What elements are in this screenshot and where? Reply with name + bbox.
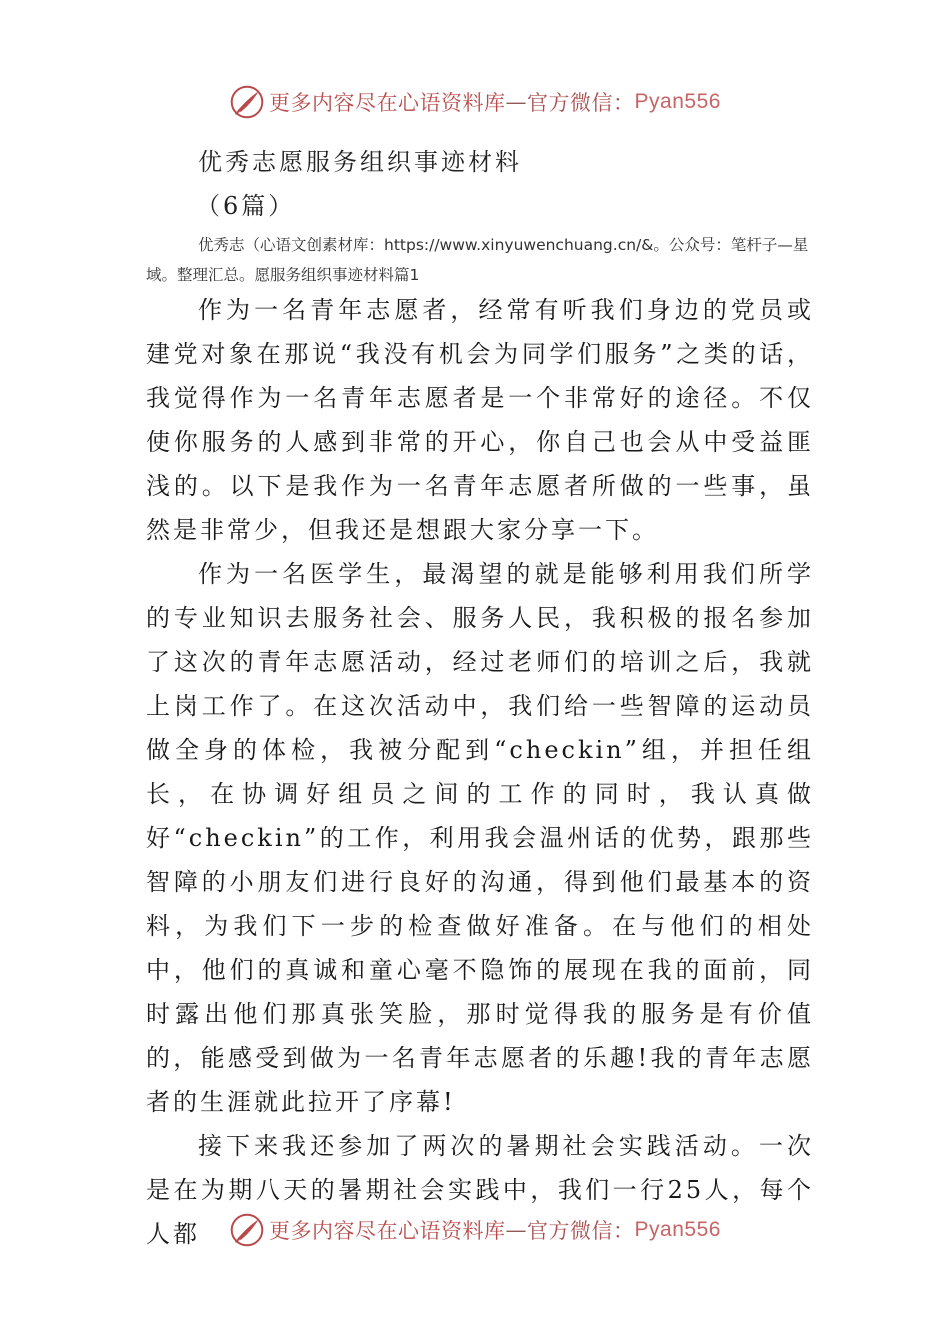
footer-banner bbox=[0, 1208, 950, 1252]
document-body bbox=[146, 288, 814, 1256]
banner-main-text: 更多内容尽在心语资料库 bbox=[269, 1219, 506, 1243]
paragraph: 作为一名医学生，最渴望的就是能够利用我们所学的专业知识去服务社会、服务人民，我积极的报名参加了这次的青年志愿活动，经过老师们的培训之后，我就上岗工作了。在这次活动中，我们给一些智障的运动员做全身的体检，我被分配到“checkin”组，并担任组长，在协调好组员之间的工作的同时，我认真做好“checkin”的工作，利用我会温州话的优势，跟那些智障的小朋友们进行良好的沟通，得到他们最基本的资料，为我们下一步的检查做好准备。在与他们的相处中，他们的真诚和童心毫不隐饰的展现在我的面前，同时露出他们那真张笑脸，那时觉得我的服务是有价值的，能感受到做为一名青年志愿者的乐趣!我的青年志愿者的生涯就此拉开了序幕! bbox=[146, 560, 814, 1116]
document-subtitle: （6篇） bbox=[196, 192, 296, 220]
document-title: 优秀志愿服务组织事迹材料 bbox=[198, 148, 522, 176]
quill-logo-icon bbox=[229, 1212, 265, 1248]
banner-main-text: 更多内容尽在心语资料库 bbox=[269, 91, 506, 115]
banner-label: 官方微信： bbox=[527, 91, 635, 115]
paragraph: 作为一名青年志愿者，经常有听我们身边的党员或建党对象在那说“我没有机会为同学们服务”之类的话，我觉得作为一名青年志愿者是一个非常好的途径。不仅使你服务的人感到非常的开心，你自己也会从中受益匪浅的。以下是我作为一名青年志愿者所做的一些事，虽然是非常少，但我还是想跟大家分享一下。 bbox=[146, 296, 814, 544]
banner-label: 官方微信： bbox=[527, 1219, 635, 1243]
banner-wechat-id: Pyan556 bbox=[634, 1218, 721, 1241]
banner-dash: — bbox=[505, 1218, 528, 1242]
header-banner bbox=[0, 80, 950, 124]
quill-logo-icon bbox=[229, 84, 265, 120]
paragraph: 接下来我还参加了两次的暑期社会实践活动。一次是在为期八天的暑期社会实践中，我们一行25人，每个人都 bbox=[146, 1132, 814, 1248]
banner-wechat-id: Pyan556 bbox=[634, 90, 721, 113]
banner-dash: — bbox=[505, 90, 528, 114]
source-note: 优秀志（心语文创素材库：https://www.xinyuwenchuang.cn/&。公众号：笔杆子—星域。整理汇总。愿服务组织事迹材料篇1 bbox=[146, 236, 809, 284]
